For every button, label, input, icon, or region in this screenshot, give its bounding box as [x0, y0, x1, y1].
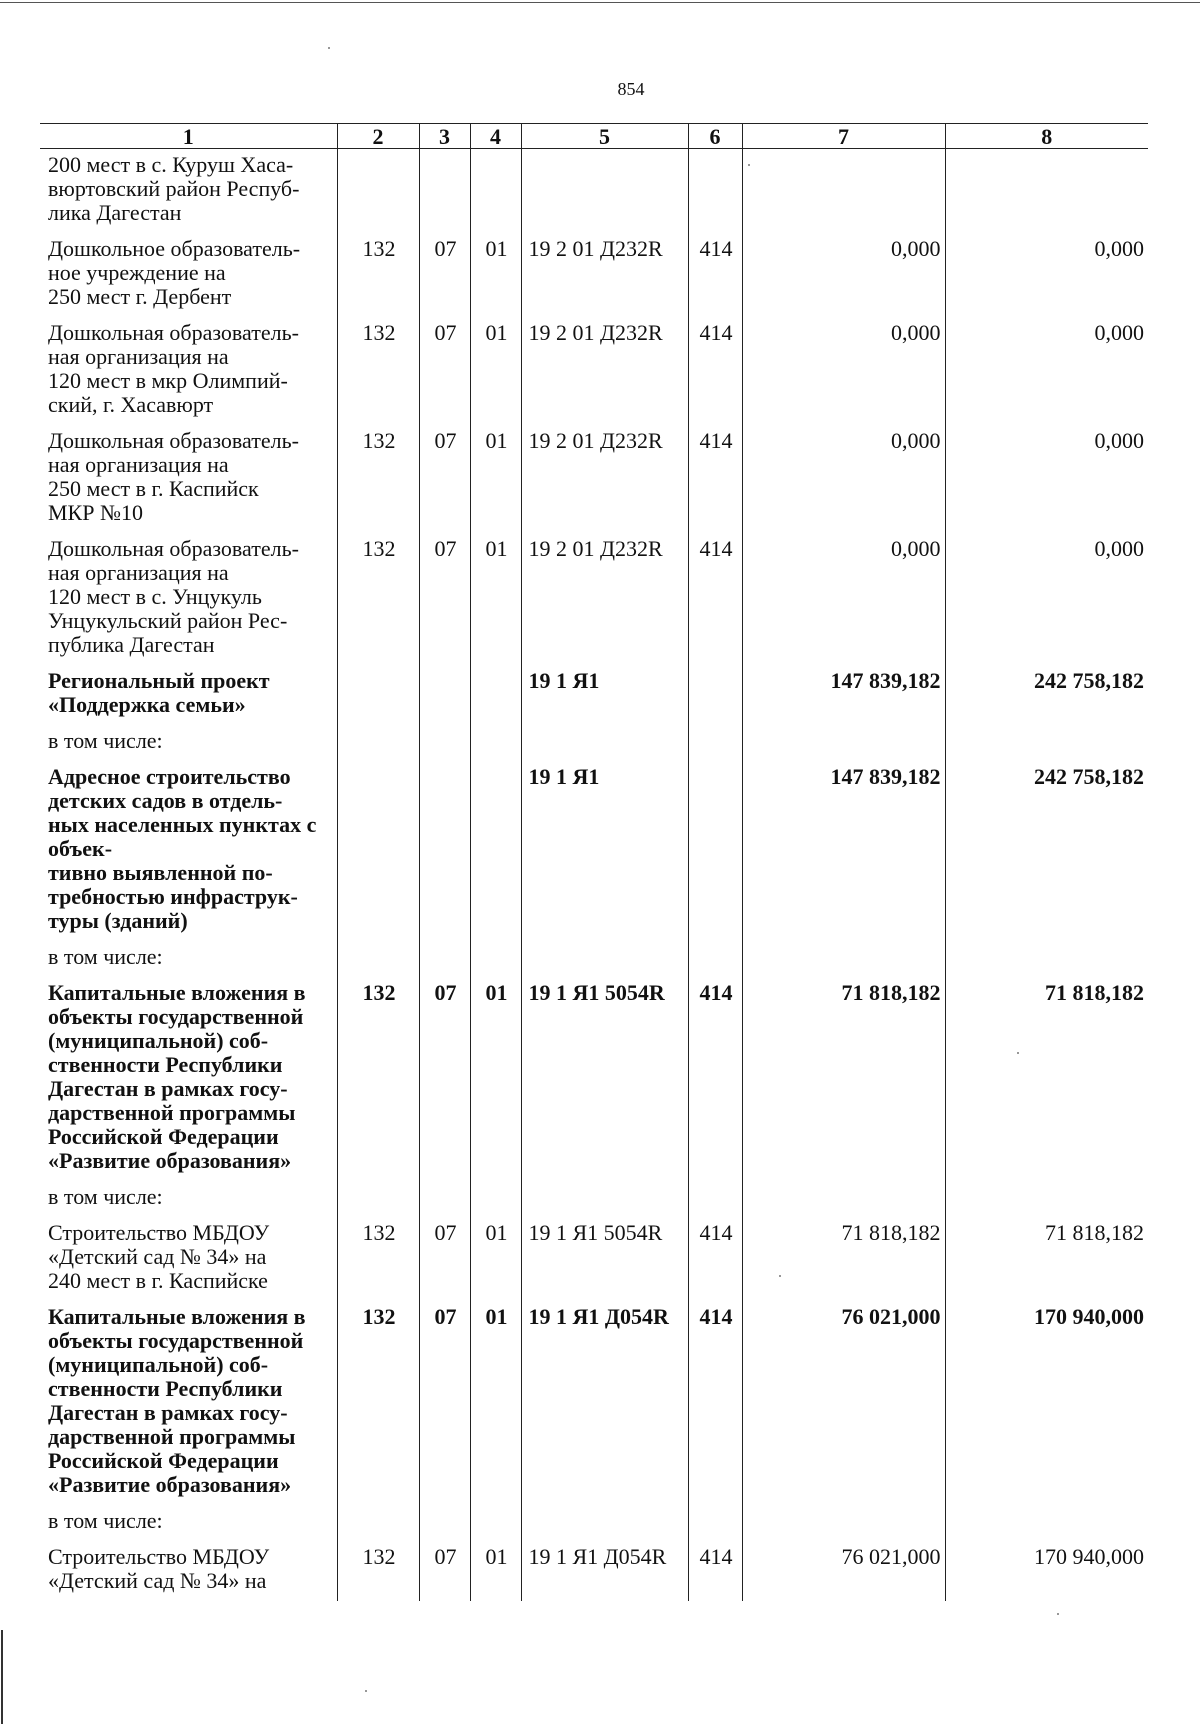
row-amount-year-2: 170 940,000: [945, 1541, 1148, 1601]
row-amount-year-1: [742, 725, 945, 761]
row-subsection: [470, 725, 521, 761]
row-section: 07: [419, 425, 470, 533]
row-amount-year-2: 242 758,182: [945, 761, 1148, 941]
row-section: [419, 1181, 470, 1217]
row-target-article: 19 1 Я1 Д054R: [521, 1301, 688, 1505]
row-subsection: [470, 1181, 521, 1217]
row-ministry-code: [337, 941, 419, 977]
row-target-article: 19 1 Я1 5054R: [521, 977, 688, 1181]
row-expense-type: 414: [688, 533, 742, 665]
row-description: в том числе:: [48, 728, 163, 753]
header-col-1: 1: [182, 124, 194, 149]
row-section: 07: [419, 317, 470, 425]
row-amount-year-1: [742, 149, 945, 234]
row-section: [419, 941, 470, 977]
row-expense-type: [688, 725, 742, 761]
row-expense-type: [688, 1181, 742, 1217]
table-header-row: [40, 124, 1148, 149]
row-ministry-code: 132: [337, 977, 419, 1181]
header-col-8: 8: [945, 124, 1148, 149]
row-amount-year-1: 71 818,182: [742, 1217, 945, 1301]
row-expense-type: 414: [688, 1301, 742, 1505]
row-ministry-code: 132: [337, 425, 419, 533]
row-ministry-code: [337, 665, 419, 725]
row-amount-year-1: 76 021,000: [742, 1301, 945, 1505]
row-description: Капитальные вложения в объекты государственной (муниципальной) соб- ственности Республики Дагестан в рамках госу- дарственной программы Российской Федерации «Развитие образования»: [48, 980, 306, 1173]
row-expense-type: [688, 665, 742, 725]
table-row: [40, 977, 1148, 1181]
header-col-5: 5: [521, 124, 688, 149]
row-ministry-code: 132: [337, 1217, 419, 1301]
scan-speck: [328, 47, 330, 49]
row-amount-year-1: [742, 941, 945, 977]
scan-speck: [1057, 1613, 1059, 1615]
row-section: [419, 761, 470, 941]
row-ministry-code: [337, 149, 419, 234]
row-amount-year-1: 71 818,182: [742, 977, 945, 1181]
row-ministry-code: 132: [337, 1301, 419, 1505]
row-ministry-code: 132: [337, 1541, 419, 1601]
row-amount-year-2: 71 818,182: [945, 977, 1148, 1181]
row-subsection: 01: [470, 425, 521, 533]
row-section: 07: [419, 977, 470, 1181]
row-target-article: 19 1 Я1: [521, 665, 688, 725]
row-amount-year-2: [945, 941, 1148, 977]
header-col-2: 2: [337, 124, 419, 149]
row-target-article: 19 1 Я1: [521, 761, 688, 941]
scan-speck: [365, 1690, 367, 1692]
row-amount-year-1: 147 839,182: [742, 761, 945, 941]
row-subsection: [470, 941, 521, 977]
row-amount-year-2: 0,000: [945, 317, 1148, 425]
table-row: [40, 149, 1148, 234]
table-row: [40, 761, 1148, 941]
table-row: [40, 1181, 1148, 1217]
row-description: Строительство МБДОУ «Детский сад № 34» на 240 мест в г. Каспийске: [48, 1220, 270, 1293]
table-body: [40, 149, 1148, 1602]
row-subsection: 01: [470, 317, 521, 425]
row-description: Строительство МБДОУ «Детский сад № 34» на: [48, 1544, 270, 1593]
row-target-article: 19 1 Я1 Д054R: [521, 1541, 688, 1601]
row-target-article: 19 1 Я1 5054R: [521, 1217, 688, 1301]
row-subsection: [470, 149, 521, 234]
row-description: Региональный проект «Поддержка семьи»: [48, 668, 270, 717]
row-expense-type: [688, 1505, 742, 1541]
row-target-article: [521, 941, 688, 977]
header-col-3: 3: [419, 124, 470, 149]
row-description: Дошкольная образователь- ная организация на 120 мест в мкр Олимпий- ский, г. Хасавюрт: [48, 320, 299, 417]
row-amount-year-2: [945, 725, 1148, 761]
row-amount-year-2: [945, 149, 1148, 234]
header-col-7: 7: [742, 124, 945, 149]
row-ministry-code: [337, 761, 419, 941]
table-row: [40, 533, 1148, 665]
row-description: Адресное строительство детских садов в отдель- ных населенных пунктах с объек- тивно выявленной по- требностью инфраструк- туры (зданий): [48, 764, 317, 933]
table-row: [40, 1541, 1148, 1601]
table-row: [40, 665, 1148, 725]
row-section: 07: [419, 1301, 470, 1505]
table-row: [40, 725, 1148, 761]
row-section: 07: [419, 533, 470, 665]
row-description: Капитальные вложения в объекты государственной (муниципальной) соб- ственности Республики Дагестан в рамках госу- дарственной программы Российской Федерации «Развитие образования»: [48, 1304, 306, 1497]
row-subsection: 01: [470, 533, 521, 665]
row-target-article: 19 2 01 Д232R: [521, 233, 688, 317]
row-description: в том числе:: [48, 944, 163, 969]
row-description: Дошкольная образователь- ная организация на 120 мест в с. Унцукуль Унцукульский район Рес- публика Дагестан: [48, 536, 299, 657]
row-expense-type: 414: [688, 425, 742, 533]
row-amount-year-1: 147 839,182: [742, 665, 945, 725]
row-ministry-code: 132: [337, 317, 419, 425]
row-amount-year-1: 0,000: [742, 425, 945, 533]
row-section: 07: [419, 1541, 470, 1601]
row-ministry-code: 132: [337, 533, 419, 665]
row-subsection: [470, 665, 521, 725]
table-row: [40, 233, 1148, 317]
row-amount-year-1: 0,000: [742, 317, 945, 425]
table-row: [40, 1301, 1148, 1505]
row-ministry-code: [337, 725, 419, 761]
row-section: [419, 149, 470, 234]
row-target-article: 19 2 01 Д232R: [521, 425, 688, 533]
row-expense-type: 414: [688, 317, 742, 425]
row-subsection: [470, 761, 521, 941]
row-description: в том числе:: [48, 1508, 163, 1533]
row-amount-year-2: 0,000: [945, 233, 1148, 317]
row-target-article: [521, 149, 688, 234]
row-subsection: 01: [470, 1541, 521, 1601]
row-ministry-code: [337, 1505, 419, 1541]
table-row: [40, 1505, 1148, 1541]
row-subsection: 01: [470, 1217, 521, 1301]
row-section: 07: [419, 233, 470, 317]
row-amount-year-2: 242 758,182: [945, 665, 1148, 725]
row-amount-year-2: 71 818,182: [945, 1217, 1148, 1301]
table-row: [40, 425, 1148, 533]
row-target-article: 19 2 01 Д232R: [521, 317, 688, 425]
row-expense-type: [688, 149, 742, 234]
row-target-article: [521, 1505, 688, 1541]
row-expense-type: [688, 941, 742, 977]
row-section: [419, 665, 470, 725]
row-amount-year-1: 76 021,000: [742, 1541, 945, 1601]
row-amount-year-2: [945, 1181, 1148, 1217]
row-subsection: 01: [470, 233, 521, 317]
row-expense-type: 414: [688, 1217, 742, 1301]
row-amount-year-1: [742, 1505, 945, 1541]
row-subsection: 01: [470, 1301, 521, 1505]
header-col-6: 6: [688, 124, 742, 149]
budget-table: [40, 123, 1148, 1601]
table-row: [40, 1217, 1148, 1301]
row-description: Дошкольная образователь- ная организация на 250 мест в г. Каспийск МКР №10: [48, 428, 299, 525]
row-target-article: [521, 725, 688, 761]
row-amount-year-2: 0,000: [945, 425, 1148, 533]
row-amount-year-1: 0,000: [742, 533, 945, 665]
table-row: [40, 941, 1148, 977]
budget-table-container: [40, 123, 1148, 1601]
page-top-border: [0, 2, 1200, 3]
row-description: Дошкольное образователь- ное учреждение на 250 мест г. Дербент: [48, 236, 301, 309]
row-expense-type: 414: [688, 233, 742, 317]
row-target-article: 19 2 01 Д232R: [521, 533, 688, 665]
row-amount-year-2: 170 940,000: [945, 1301, 1148, 1505]
row-section: [419, 1505, 470, 1541]
row-expense-type: 414: [688, 1541, 742, 1601]
row-section: 07: [419, 1217, 470, 1301]
row-amount-year-1: 0,000: [742, 233, 945, 317]
row-ministry-code: [337, 1181, 419, 1217]
row-subsection: [470, 1505, 521, 1541]
page-number: 854: [617, 79, 645, 99]
row-subsection: 01: [470, 977, 521, 1181]
row-expense-type: 414: [688, 977, 742, 1181]
row-section: [419, 725, 470, 761]
header-col-4: 4: [470, 124, 521, 149]
row-amount-year-2: [945, 1505, 1148, 1541]
table-row: [40, 317, 1148, 425]
row-target-article: [521, 1181, 688, 1217]
scan-edge-mark: [1, 1630, 3, 1724]
row-description: в том числе:: [48, 1184, 163, 1209]
row-amount-year-1: [742, 1181, 945, 1217]
row-ministry-code: 132: [337, 233, 419, 317]
row-description: 200 мест в с. Куруш Хаса- вюртовский район Респуб- лика Дагестан: [48, 152, 300, 225]
row-amount-year-2: 0,000: [945, 533, 1148, 665]
row-expense-type: [688, 761, 742, 941]
